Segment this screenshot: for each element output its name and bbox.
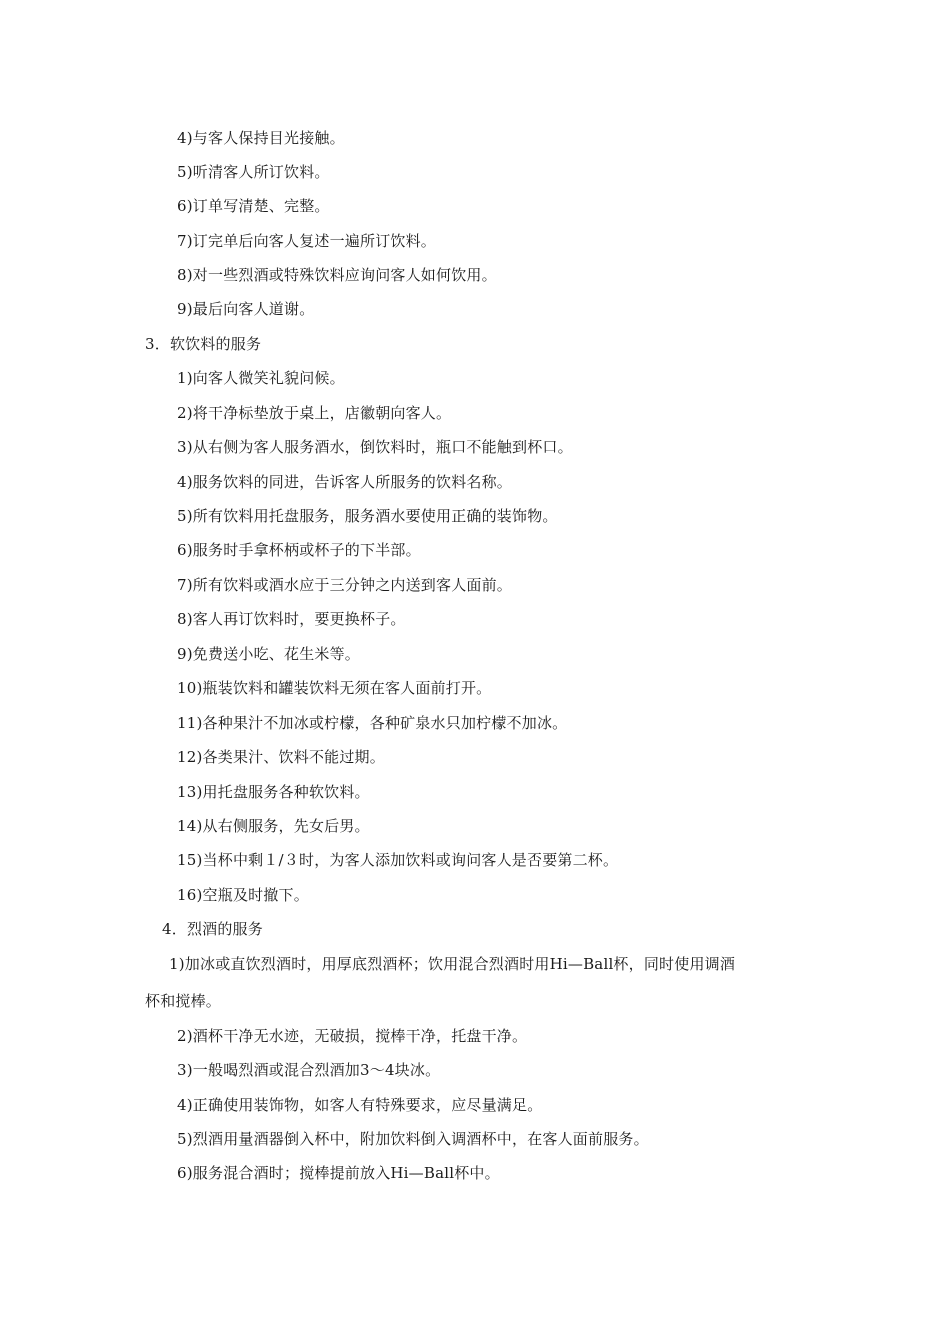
list-item: 9)免费送小吃、花生米等。: [177, 645, 360, 663]
list-item: 13)用托盘服务各种软饮料。: [177, 783, 370, 801]
list-item: 15)当杯中剩１/３时，为客人添加饮料或询问客人是否要第二杯。: [177, 851, 619, 869]
list-item: 7)订完单后向客人复述一遍所订饮料。: [177, 232, 436, 250]
section-heading: 4．烈酒的服务: [162, 920, 263, 938]
list-item: 4)与客人保持目光接触。: [177, 129, 345, 147]
list-item: 4)服务饮料的同进，告诉客人所服务的饮料名称。: [177, 473, 512, 491]
list-item: 1)向客人微笑礼貌问候。: [177, 369, 345, 387]
list-item: 3)从右侧为客人服务酒水，倒饮料时，瓶口不能触到杯口。: [177, 438, 573, 456]
list-item: 2)将干净标垫放于桌上，店徽朝向客人。: [177, 404, 452, 422]
section-heading: 3．软饮料的服务: [145, 335, 262, 353]
list-item: 11)各种果汁不加冰或柠檬，各种矿泉水只加柠檬不加冰。: [177, 714, 568, 732]
list-item: 5)听清客人所订饮料。: [177, 163, 330, 181]
list-item: 2)酒杯干净无水迹，无破损，搅棒干净，托盘干净。: [177, 1027, 528, 1045]
list-item: 12)各类果汁、饮料不能过期。: [177, 748, 385, 766]
list-item: 4)正确使用装饰物，如客人有特殊要求，应尽量满足。: [177, 1096, 543, 1114]
list-item: 8)对一些烈酒或特殊饮料应询问客人如何饮用。: [177, 266, 497, 284]
list-item: 10)瓶装饮料和罐装饮料无须在客人面前打开。: [177, 679, 492, 697]
list-item: 6)服务时手拿杯柄或杯子的下半部。: [177, 541, 421, 559]
list-item: 14)从右侧服务，先女后男。: [177, 817, 370, 835]
list-item: 3)一般喝烈酒或混合烈酒加3～4块冰。: [177, 1061, 441, 1079]
list-item: 6)订单写清楚、完整。: [177, 197, 330, 215]
list-item-continuation: 杯和搅棒。: [145, 992, 222, 1010]
list-item: 16)空瓶及时撤下。: [177, 886, 309, 904]
list-item: 7)所有饮料或酒水应于三分钟之内送到客人面前。: [177, 576, 512, 594]
list-item: 5)烈酒用量酒器倒入杯中，附加饮料倒入调酒杯中，在客人面前服务。: [177, 1130, 649, 1148]
list-item: 6)服务混合酒时；搅棒提前放入Hi—Ball杯中。: [177, 1164, 500, 1182]
list-item: 5)所有饮料用托盘服务，服务酒水要使用正确的装饰物。: [177, 507, 558, 525]
list-item: 1)加冰或直饮烈酒时，用厚底烈酒杯；饮用混合烈酒时用Hi—Ball杯，同时使用调酒: [169, 955, 736, 973]
list-item: 9)最后向客人道谢。: [177, 300, 315, 318]
list-item: 8)客人再订饮料时，要更换杯子。: [177, 610, 406, 628]
